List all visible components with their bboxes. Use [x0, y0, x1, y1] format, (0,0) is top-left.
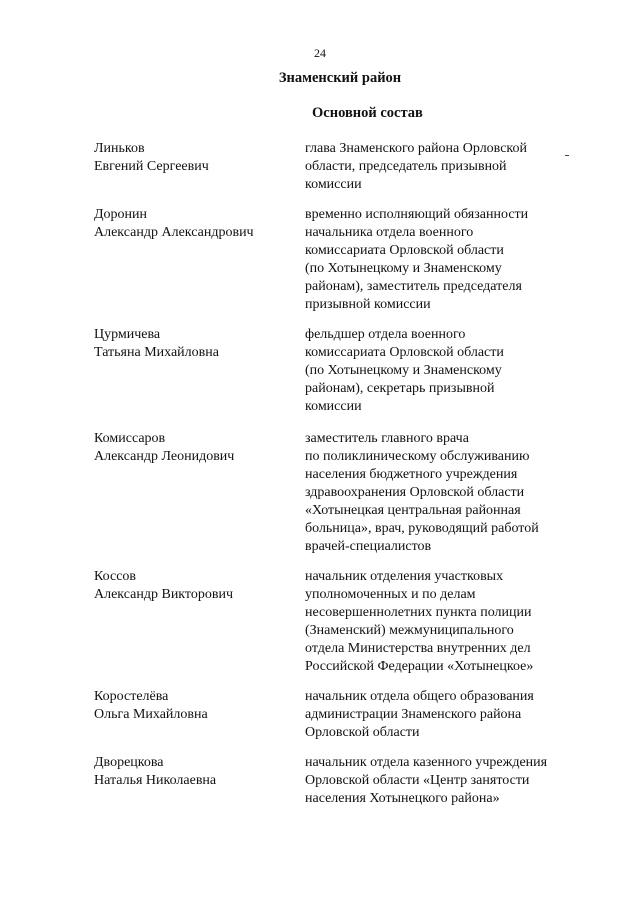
member-name: Дворецкова Наталья Николаевна: [94, 755, 217, 788]
member-name: Коростелёва Ольга Михайловна: [94, 689, 208, 722]
member-role: начальник отделения участковых уполномоченных и по делам несовершеннолетних пункта полиции (Знаменский) межмуниципального отдела Министерства внутренних дел Российской Федерации «Хотынецкое»: [305, 569, 534, 674]
member-name: Цурмичева Татьяна Михайловна: [94, 327, 219, 360]
member-role: фельдшер отдела военного комиссариата Орловской области (по Хотынецкому и Знаменскому районам), секретарь призывной комиссии: [305, 327, 504, 414]
member-name: Коссов Александр Викторович: [94, 569, 234, 602]
section-title: Основной состав: [312, 105, 423, 121]
member-role: временно исполняющий обязанности начальника отдела военного комиссариата Орловской области (по Хотынецкому и Знаменскому районам), заместитель председателя призывной комиссии: [305, 207, 529, 312]
member-name: Комиссаров Александр Леонидович: [94, 431, 235, 464]
member-role: начальник отдела казенного учреждения Орловской области «Центр занятости населения Хотынецкого района»: [305, 755, 548, 806]
member-role: глава Знаменского района Орловской области, председатель призывной комиссии: [305, 141, 528, 192]
member-name: Линьков Евгений Сергеевич: [94, 141, 209, 174]
member-role: начальник отдела общего образования администрации Знаменского района Орловской области: [305, 689, 534, 740]
district-title: Знаменский район: [278, 70, 402, 86]
member-role: заместитель главного врача по поликлиническому обслуживанию населения бюджетного учреждения здравоохранения Орловской области «Хотынецкая центральная районная больница», врач, руководящий работой врачей-специалистов: [305, 431, 539, 554]
page-number: 24: [314, 46, 326, 60]
member-name: Доронин Александр Александрович: [94, 207, 254, 240]
